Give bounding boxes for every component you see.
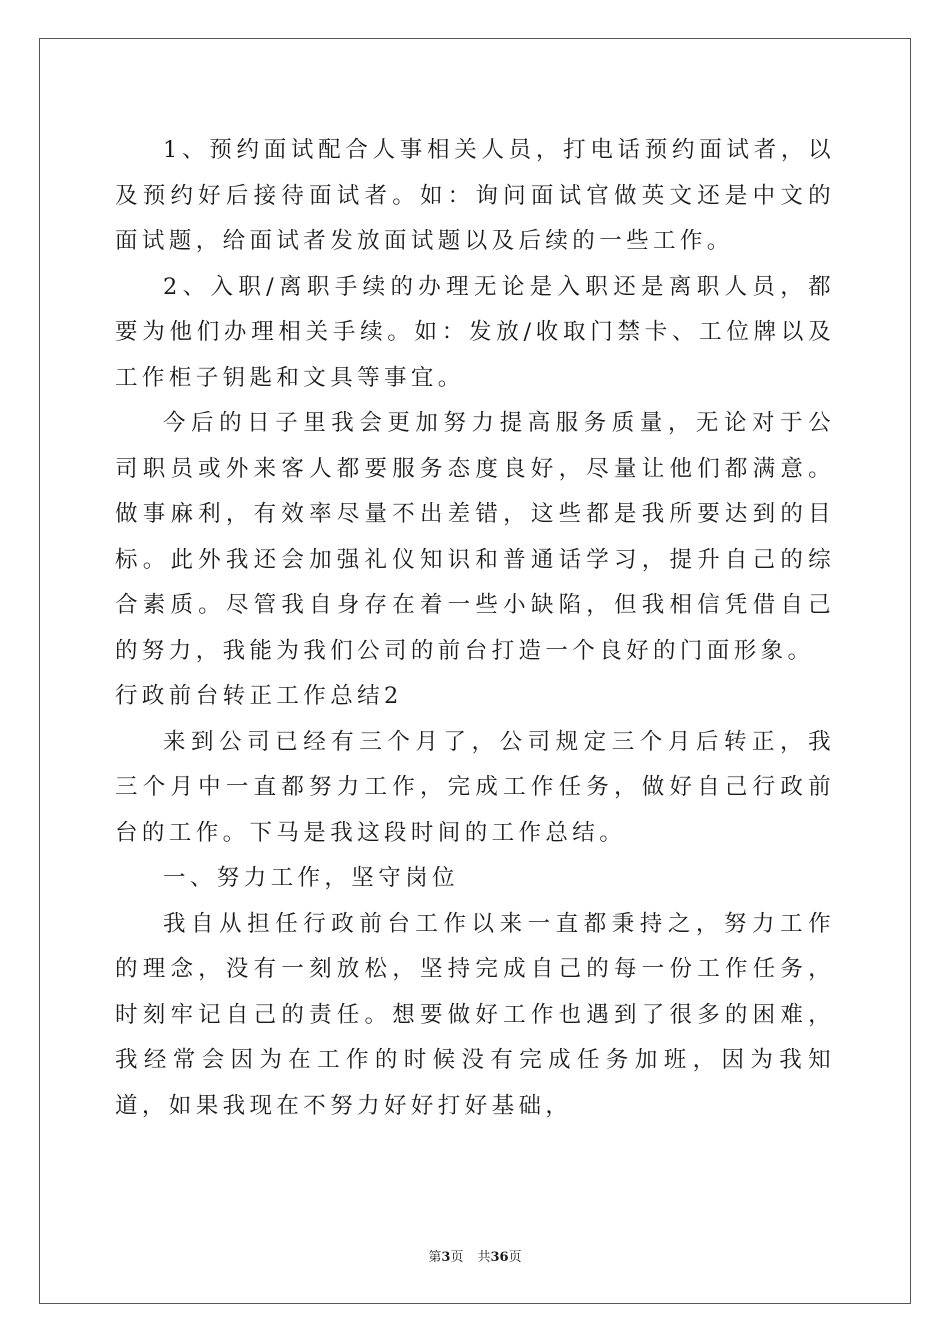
paragraph-work-hard: 我自从担任行政前台工作以来一直都秉持之，努力工作的理念，没有一刻放松，坚持完成自己的每一份工作任务，时刻牢记自己的责任。想要做好工作也遇到了很多的困难，我经常会因为在工作的时候没有完成任务加班，因为我知道，如果我现在不努力好好打好基础， [115, 910, 835, 1119]
paragraph-onboarding: 2、入职/离职手续的办理无论是入职还是离职人员，都要为他们办理相关手续。如：发放/收取门禁卡、工位牌以及工作柜子钥匙和文具等事宜。 [115, 273, 835, 391]
total-suffix: 页 [508, 1250, 522, 1265]
page-current: 3 [441, 1250, 451, 1265]
page-total: 36 [490, 1250, 509, 1265]
section-heading: 行政前台转正工作总结2 [115, 683, 403, 709]
paragraph-intro: 来到公司已经有三个月了，公司规定三个月后转正，我三个月中一直都努力工作，完成工作任务，做好自己行政前台的工作。下马是我这段时间的工作总结。 [115, 728, 835, 846]
page-prefix: 第 [428, 1250, 442, 1265]
paragraph-appointment: 1、预约面试配合人事相关人员，打电话预约面试者，以及预约好后接待面试者。如：询问面试官做英文还是中文的面试题，给面试者发放面试题以及后续的一些工作。 [115, 137, 835, 254]
document-body [115, 128, 835, 1129]
page-suffix: 页 [450, 1250, 464, 1265]
total-prefix: 共 [477, 1250, 491, 1265]
subheading-work-hard: 一、努力工作，坚守岗位 [163, 865, 459, 891]
paragraph-future-plans: 今后的日子里我会更加努力提高服务质量，无论对于公司职员或外来客人都要服务态度良好，尽量让他们都满意。做事麻利，有效率尽量不出差错，这些都是我所要达到的目标。此外我还会加强礼仪知识和普通话学习，提升自己的综合素质。尽管我自身存在着一些小缺陷，但我相信凭借自己的努力，我能为我们公司的前台打造一个良好的门面形象。 [115, 410, 835, 664]
page-footer [0, 1250, 950, 1266]
